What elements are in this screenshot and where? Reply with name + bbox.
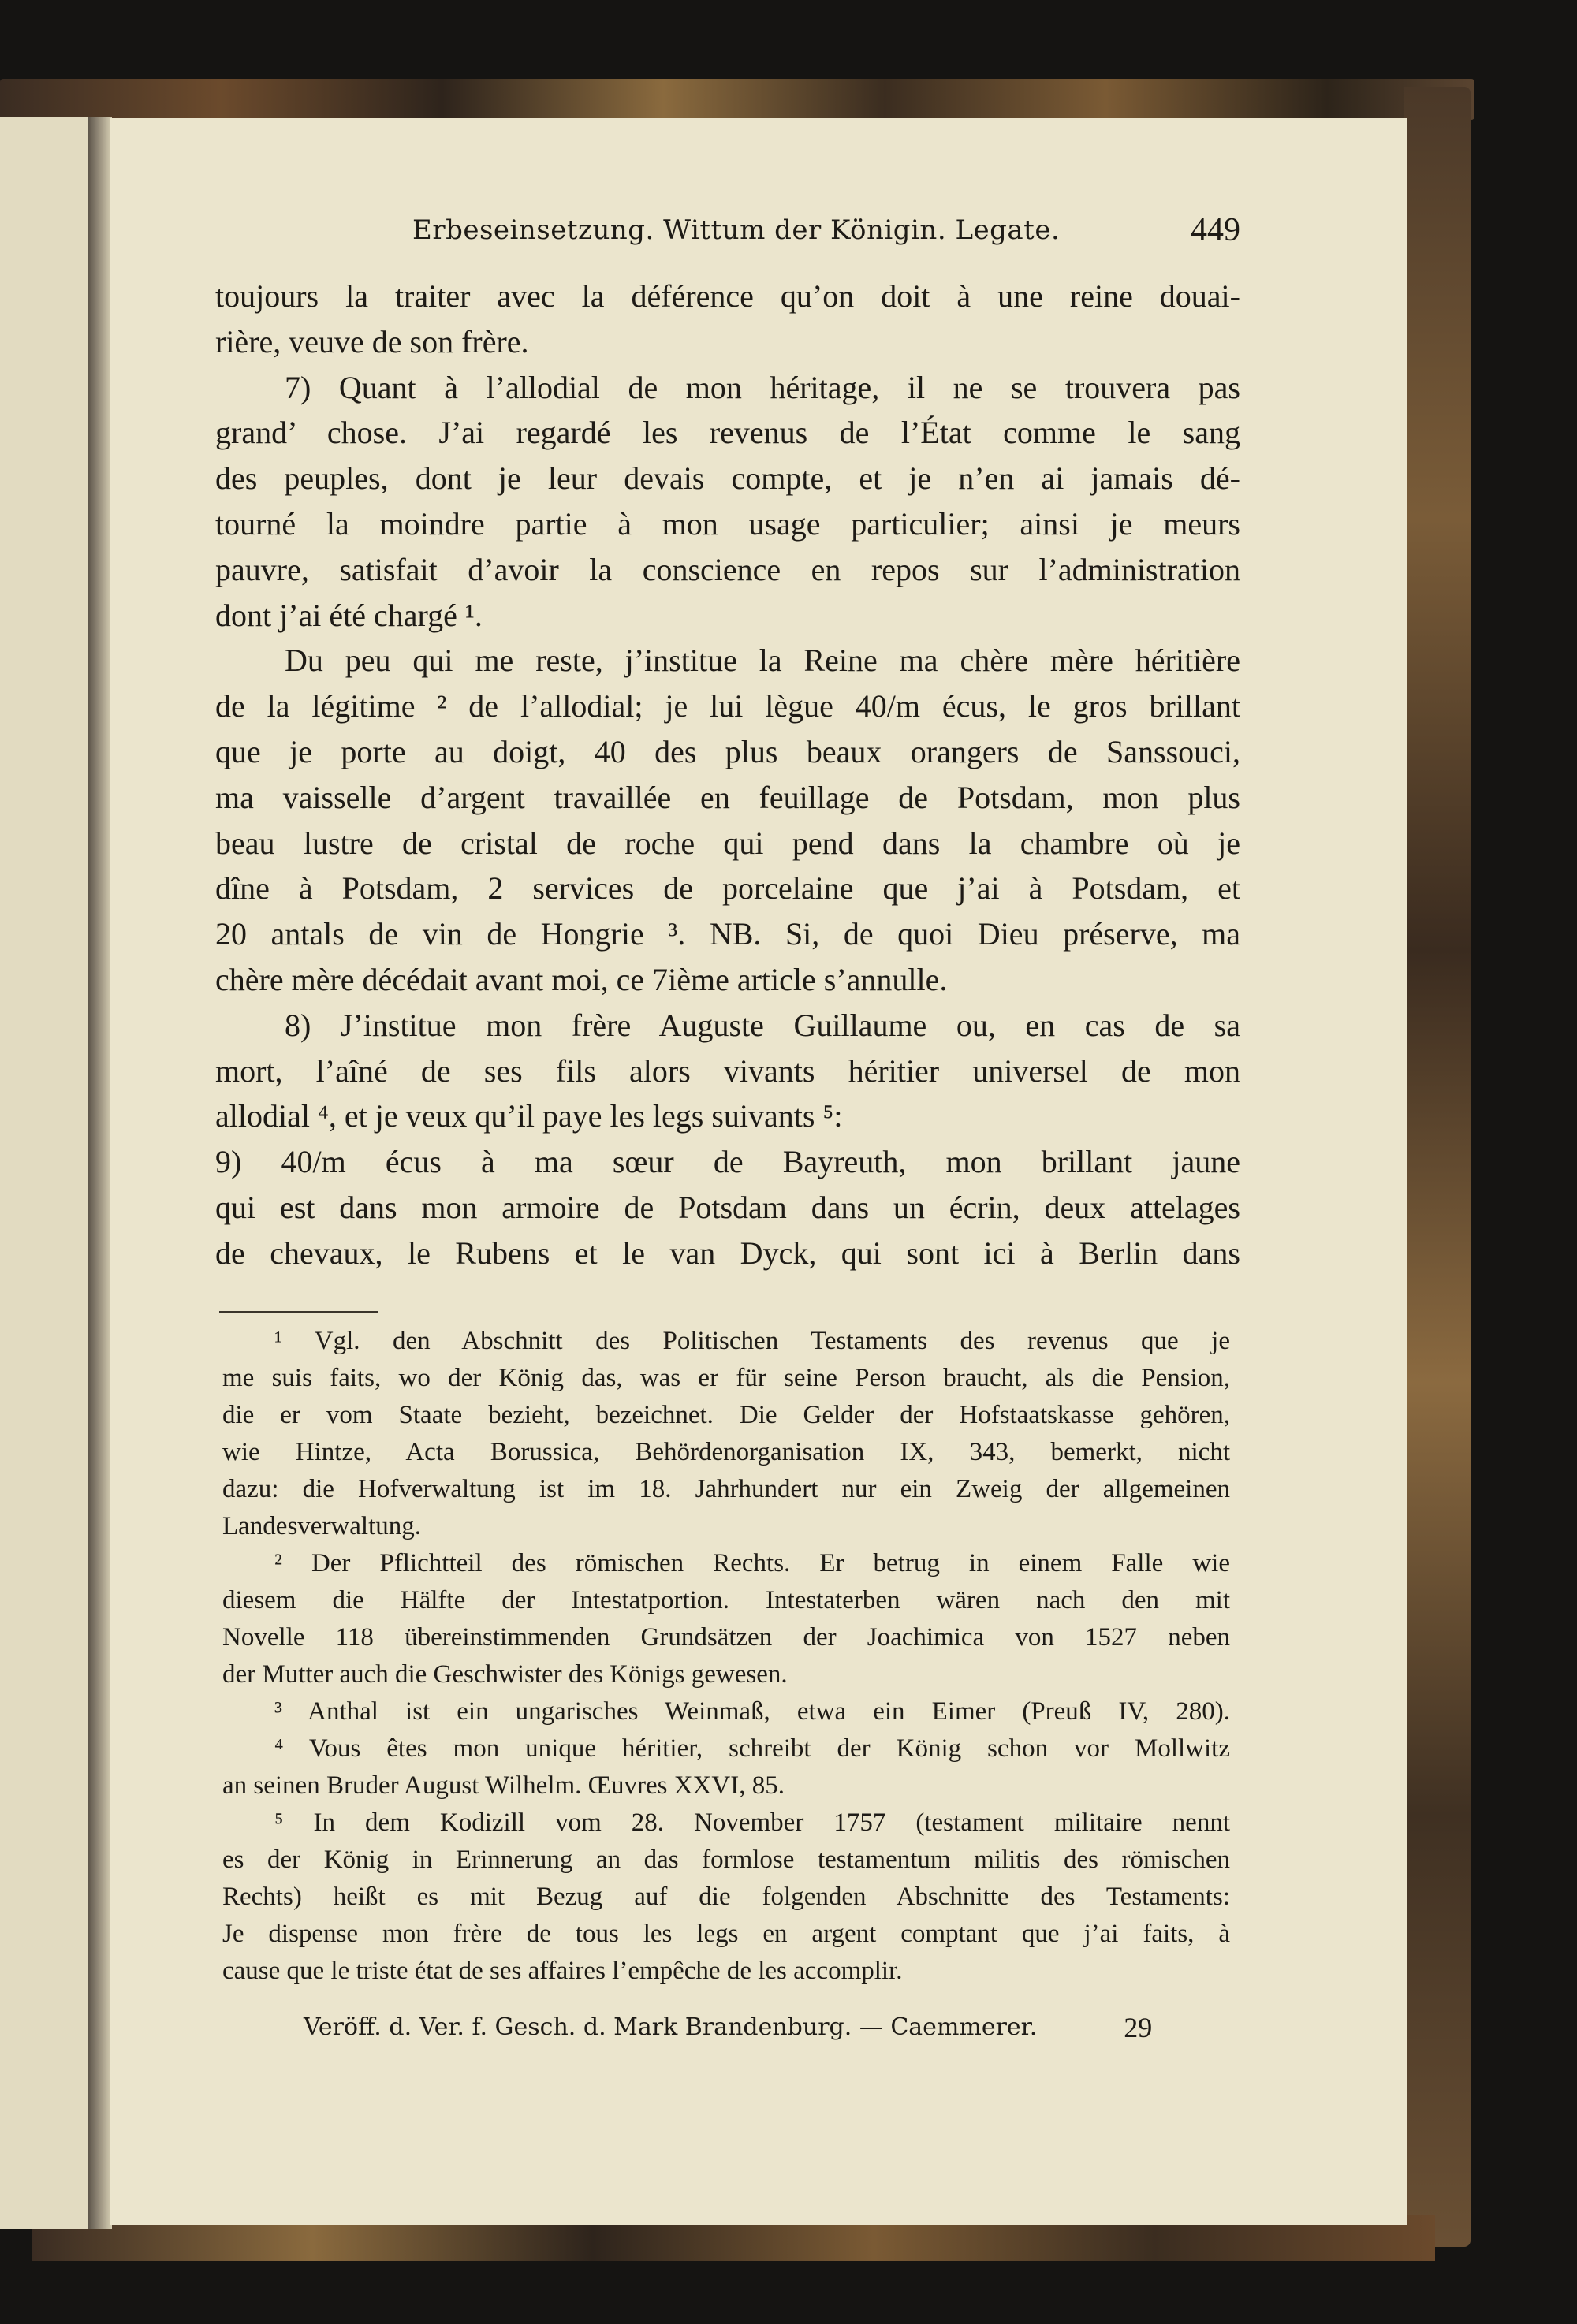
footnote-line: an seinen Bruder August Wilhelm. Œuvres XXVI, 85. [222,1771,785,1800]
text-line: beau lustre de cristal de roche qui pend dans la chambre où je [215,825,1240,861]
footnote-line: die er vom Staate bezieht, bezeichnet. Die Gelder der Hofstaatskasse gehören, [222,1401,1230,1429]
footnote-line: ¹ Vgl. den Abschnitt des Politischen Testaments des revenus que je [274,1327,1230,1355]
text-line: dont j’ai été chargé ¹. [215,597,483,633]
text-line: de chevaux, le Rubens et le van Dyck, qui sont ici à Berlin dans [215,1235,1240,1271]
text-line: rière, veuve de son frère. [215,323,529,359]
text-line: 8) J’institue mon frère Auguste Guillaume ou, en cas de sa [285,1007,1240,1043]
text-line: Du peu qui me reste, j’institue la Reine ma chère mère héritière [285,642,1240,679]
footnote-line: wie Hintze, Acta Borussica, Behördenorganisation IX, 343, bemerkt, nicht [222,1438,1230,1466]
page-footer [304,2010,1289,2045]
text-line: grand’ chose. J’ai regardé les revenus de l’État comme le sang [215,415,1240,451]
footnote-line: cause que le triste état de ses affaires l’empêche de les accomplir. [222,1957,903,1985]
footnotes [222,1323,1230,1990]
book-gutter [88,117,112,2229]
series-imprint: Veröff. d. Ver. f. Gesch. d. Mark Brandenburg. — Caemmerer. [304,2013,1038,2041]
footnote-line: Je dispense mon frère de tous les legs en argent comptant que j’ai faits, à [222,1920,1230,1948]
text-line: des peuples, dont je leur devais compte, et je n’en ai jamais dé- [215,460,1240,497]
book-cover-right-edge [1404,87,1471,2247]
footnote-line: der Mutter auch die Geschwister des Königs gewesen. [222,1660,788,1689]
text-line: chère mère décédait avant moi, ce 7ième article s’annulle. [215,961,948,997]
text-line: 9) 40/m écus à ma sœur de Bayreuth, mon brillant jaune [215,1144,1240,1180]
book-page [110,118,1407,2225]
text-line: toujours la traiter avec la déférence qu’on doit à une reine douai- [215,278,1240,314]
text-line: pauvre, satisfait d’avoir la conscience en repos sur l’administration [215,551,1240,587]
text-line: dîne à Potsdam, 2 services de porcelaine que j’ai à Potsdam, et [215,870,1240,907]
text-line: mort, l’aîné de ses fils alors vivants héritier universel de mon [215,1052,1240,1089]
footnote-line: ³ Anthal ist ein ungarisches Weinmaß, etwa ein Eimer (Preuß IV, 280). [274,1697,1230,1726]
footnote-line: diesem die Hälfte der Intestatportion. Intestaterben wären nach den mit [222,1586,1230,1615]
text-line: allodial ⁴, et je veux qu’il paye les legs suivants ⁵: [215,1098,843,1134]
footnote-line: ⁵ In dem Kodizill vom 28. November 1757 (testament militaire nennt [274,1808,1230,1837]
text-line: que je porte au doigt, 40 des plus beaux orangers de Sanssouci, [215,733,1240,769]
text-line: de la légitime ² de l’allodial; je lui lègue 40/m écus, le gros brillant [215,688,1240,724]
footnote-line: Rechts) heißt es mit Bezug auf die folgenden Abschnitte des Testaments: [222,1883,1230,1911]
footnote-line: ⁴ Vous êtes mon unique héritier, schreibt der König schon vor Mollwitz [274,1734,1230,1763]
running-header [412,207,1240,254]
text-line: 7) Quant à l’allodial de mon héritage, il ne se trouvera pas [285,369,1240,405]
footnote-line: Novelle 118 übereinstimmenden Grundsätzen der Joachimica von 1527 neben [222,1623,1230,1652]
footnote-line: Landesverwaltung. [222,1512,421,1540]
footnote-line: dazu: die Hofverwaltung ist im 18. Jahrhundert nur ein Zweig der allgemeinen [222,1475,1230,1503]
book-cover-top-edge [0,79,1474,120]
signature-mark: 29 [1124,2012,1153,2043]
footnote-rule [219,1311,378,1313]
text-line: tourné la moindre partie à mon usage particulier; ainsi je meurs [215,505,1240,542]
text-line: ma vaisselle d’argent travaillée en feuillage de Potsdam, mon plus [215,779,1240,815]
text-line: qui est dans mon armoire de Potsdam dans un écrin, deux attelages [215,1189,1240,1225]
main-text [215,274,1240,1276]
left-page-edge [0,117,91,2229]
footnote-line: me suis faits, wo der König das, was er für seine Person braucht, als die Pension, [222,1364,1230,1392]
text-line: 20 antals de vin de Hongrie ³. NB. Si, de quoi Dieu préserve, ma [215,916,1240,952]
page-number: 449 [1191,212,1240,248]
running-title: Erbeseinsetzung. Wittum der Königin. Legate. [412,214,1061,246]
footnote-line: ² Der Pflichtteil des römischen Rechts. Er betrug in einem Falle wie [274,1549,1230,1577]
footnote-line: es der König in Erinnerung an das formlose testamentum militis des römischen [222,1845,1230,1874]
